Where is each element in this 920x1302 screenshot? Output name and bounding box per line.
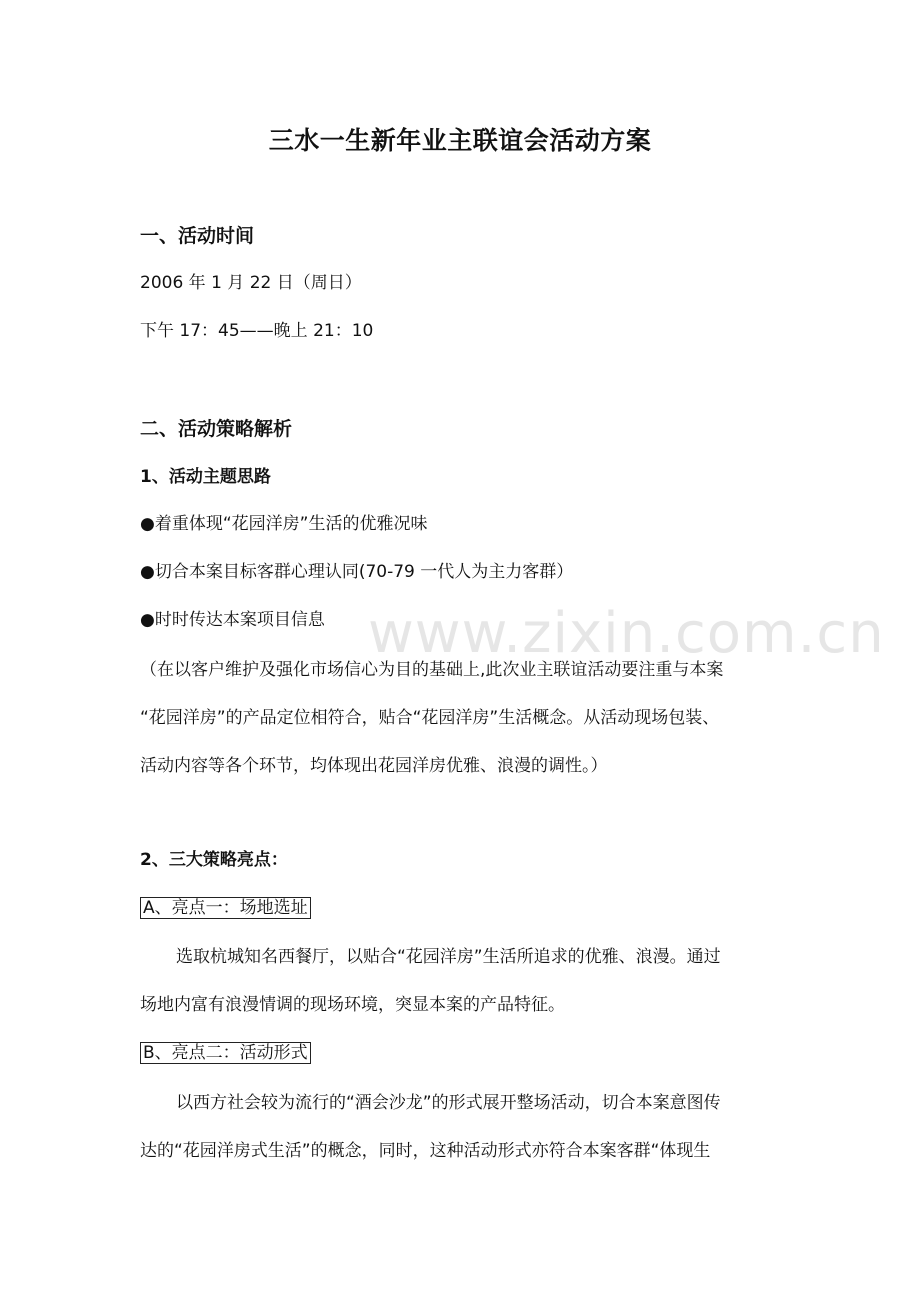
highlight-b-label: B、亮点二：活动形式: [140, 1042, 311, 1064]
document-title: 三水一生新年业主联谊会活动方案: [268, 126, 652, 155]
bullet-item: ●时时传达本案项目信息: [140, 610, 325, 630]
highlight-b-paragraph-line: 达的“花园洋房式生活”的概念，同时，这种活动形式亦符合本案客群“体现生: [140, 1141, 711, 1161]
section1-heading: 一、活动时间: [140, 225, 255, 247]
note-paragraph-line: 活动内容等各个环节，均体现出花园洋房优雅、浪漫的调性。）: [140, 756, 608, 776]
theme-heading: 1、活动主题思路: [140, 467, 271, 487]
note-paragraph-line: “花园洋房”的产品定位相符合，贴合“花园洋房”生活概念。从活动现场包装、: [140, 708, 720, 728]
highlight-a-paragraph-line: 选取杭城知名西餐厅，以贴合“花园洋房”生活所追求的优雅、浪漫。通过: [176, 947, 721, 967]
bullet-item: ●着重体现“花园洋房”生活的优雅况味: [140, 514, 428, 534]
bullet-item: ●切合本案目标客群心理认同(70-79 一代人为主力客群）: [140, 562, 574, 582]
highlight-a-paragraph-line: 场地内富有浪漫情调的现场环境，突显本案的产品特征。: [140, 995, 565, 1015]
section2-heading: 二、活动策略解析: [140, 418, 293, 440]
highlight-b-paragraph-line: 以西方社会较为流行的“酒会沙龙”的形式展开整场活动，切合本案意图传: [176, 1093, 721, 1113]
watermark: www.zixin.com.cn: [368, 601, 885, 666]
highlight-a-label: A、亮点一：场地选址: [140, 897, 311, 919]
note-paragraph-line: （在以客户维护及强化市场信心为目的基础上,此次业主联谊活动要注重与本案: [140, 660, 724, 680]
activity-time: 下午 17：45——晚上 21：10: [140, 321, 374, 341]
activity-date: 2006 年 1 月 22 日（周日）: [140, 273, 362, 293]
highlights-heading: 2、三大策略亮点：: [140, 850, 288, 870]
